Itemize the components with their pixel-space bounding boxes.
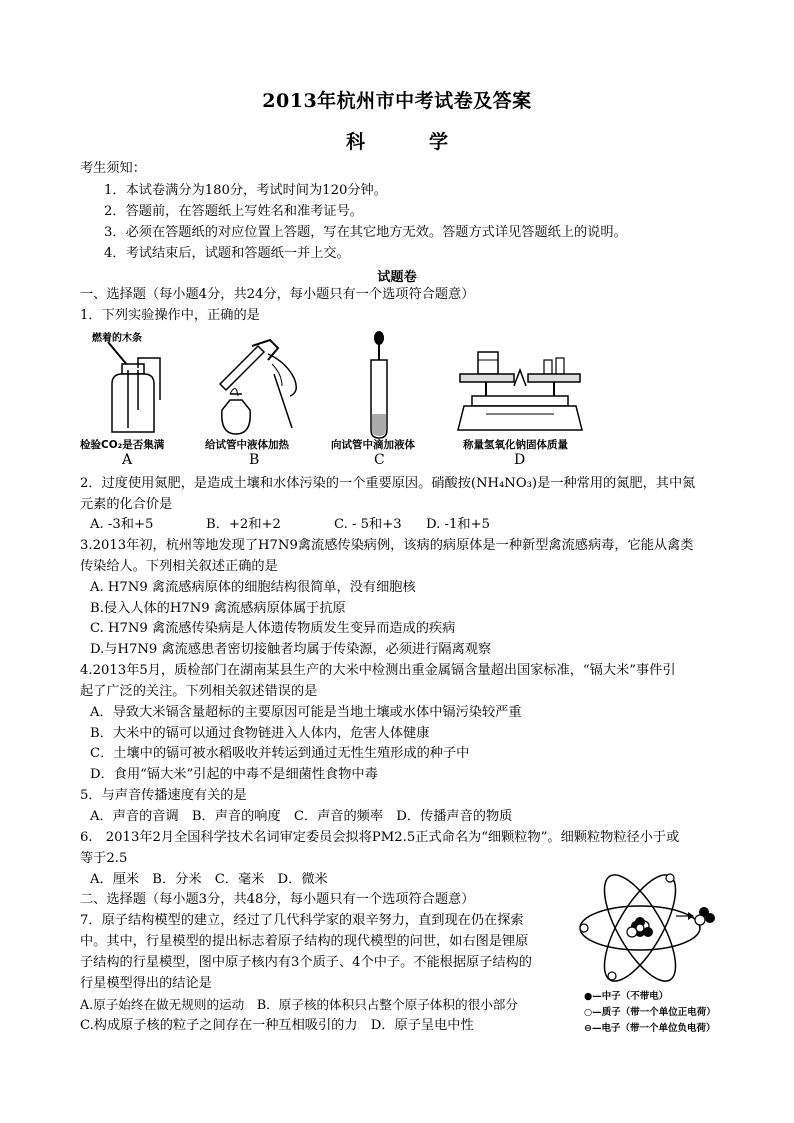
subject-char-2: 学 bbox=[429, 131, 449, 153]
q7-options-ab: A.原子始终在做无规则的运动 B．原子核的体积只占整个原子体积的很小部分 bbox=[80, 997, 518, 1012]
q2-options bbox=[90, 516, 490, 534]
q2-option-c: C. - 5和+3 bbox=[334, 517, 402, 532]
q5-options: A．声音的音调 B．声音的响度 C．声音的频率 D．传播声音的物质 bbox=[90, 809, 513, 824]
q7-stem-line-3: 子结构的行星模型，图中原子核内有3个质子、4个中子。不能根据原子结构的 bbox=[80, 955, 532, 970]
q7-stem-line-1: 7．原子结构模型的建立，经过了几代科学家的艰辛努力，直到现在仍在探索 bbox=[80, 913, 524, 928]
q4-stem-line-1: 4.2013年5月，质检部门在湖南某县生产的大米中检测出重金属镉含量超出国家标准，“镉大米”事件引 bbox=[80, 663, 676, 678]
legend-electron: ⊖—电子（带一个单位负电荷） bbox=[584, 1023, 716, 1034]
figure-c-letter: C bbox=[374, 452, 385, 468]
legend-proton: ○—质子（带一个单位正电荷） bbox=[584, 1007, 716, 1018]
q3-stem-line-1: 3.2013年初，杭州等地发现了H7N9禽流感传染病例，该病的病原体是一种新型禽流感病毒，它能从禽类 bbox=[80, 538, 694, 553]
q3-option-c: C. H7N9 禽流感传染病是人体遗传物质发生变异而造成的疾病 bbox=[90, 621, 456, 636]
figure-c-caption: 向试管中滴加液体 bbox=[331, 439, 415, 451]
section-2-heading: 二、选择题（每小题3分，共48分，每小题只有一个选项符合题意） bbox=[80, 892, 475, 907]
q6-stem-line-1: 6. 2013年2月全国科学技术名词审定委员会拟将PM2.5正式命名为“细颗粒物”。细颗粒物粒径小于或 bbox=[80, 830, 680, 845]
q4-option-d: D．食用“镉大米”引起的中毒不是细菌性食物中毒 bbox=[90, 767, 378, 782]
legend-neutron: ●—中子（不带电） bbox=[584, 991, 669, 1002]
figure-d-balance-icon bbox=[456, 350, 584, 436]
q2-option-a: A. -3和+5 bbox=[90, 517, 154, 532]
q1-label-burning-stick: 燃着的木条 bbox=[92, 333, 142, 344]
lithium-atom-model-icon bbox=[576, 872, 716, 984]
q7-stem-line-4: 行星模型得出的结论是 bbox=[80, 976, 212, 991]
subject-char-1: 科 bbox=[345, 131, 365, 153]
q4-stem-line-2: 起了广泛的关注。下列相关叙述错误的是 bbox=[80, 684, 318, 699]
q3-option-d: D.与H7N9 禽流感患者密切接触者均属于传染源，必须进行隔离观察 bbox=[90, 642, 492, 657]
q7-options-cd: C.构成原子核的粒子之间存在一种互相吸引的力 D．原子呈电中性 bbox=[80, 1018, 474, 1033]
q4-option-c: C．土壤中的镉可被水稻吸收并转运到通过无性生殖形成的种子中 bbox=[90, 746, 470, 761]
q4-option-b: B．大米中的镉可以通过食物链进入人体内，危害人体健康 bbox=[90, 726, 430, 741]
q1-stem: 1．下列实验操作中，正确的是 bbox=[80, 308, 260, 323]
q7-stem-line-2: 中。其中，行星模型的提出标志着原子结构的现代模型的问世，如右图是锂原 bbox=[80, 934, 529, 949]
figure-c-dropper-tube-icon bbox=[366, 330, 392, 440]
q2-stem-line-2: 元素的化合价是 bbox=[80, 497, 173, 512]
q3-option-b: B.侵入人体的H7N9 禽流感病原体属于抗原 bbox=[90, 601, 346, 616]
page-title: 2013年杭州市中考试卷及答案 bbox=[262, 90, 532, 112]
q2-option-b: B．+2和+2 bbox=[206, 517, 281, 532]
notice-item: 4．考试结束后，试题和答题纸一并上交。 bbox=[104, 246, 350, 261]
figure-d-letter: D bbox=[514, 452, 526, 468]
q3-stem-line-2: 传染给人。下列相关叙述正确的是 bbox=[80, 559, 278, 574]
figure-a-caption: 检验CO₂是否集满 bbox=[80, 439, 165, 451]
q6-stem-line-2: 等于2.5 bbox=[80, 851, 128, 866]
subject-title bbox=[0, 127, 794, 154]
figure-a-gas-bottle-icon bbox=[98, 340, 168, 438]
figure-b-heating-tube-icon bbox=[212, 334, 304, 438]
notice-heading: 考生须知： bbox=[80, 161, 146, 176]
q5-stem: 5．与声音传播速度有关的是 bbox=[80, 788, 247, 803]
q2-option-d: D. -1和+5 bbox=[426, 517, 490, 532]
notice-item: 3．必须在答题纸的对应位置上答题，写在其它地方无效。答题方式详见答题纸上的说明。 bbox=[104, 225, 627, 240]
q6-options: A．厘米 B．分米 C．毫米 D．微米 bbox=[90, 872, 328, 887]
q2-stem-line-1: 2．过度使用氮肥，是造成土壤和水体污染的一个重要原因。硝酸按(NH₄NO₃)是一种常用的氮肥，其中氮 bbox=[80, 476, 696, 491]
section-1-heading: 一、选择题（每小题4分，共24分，每小题只有一个选项符合题意） bbox=[80, 287, 475, 302]
figure-b-letter: B bbox=[249, 452, 260, 468]
notice-item: 2．答题前，在答题纸上写姓名和准考证号。 bbox=[104, 204, 363, 219]
figure-d-caption: 称量氢氧化钠固体质量 bbox=[463, 439, 568, 451]
q3-option-a: A. H7N9 禽流感病原体的细胞结构很简单，没有细胞核 bbox=[90, 580, 416, 595]
paper-label: 试题卷 bbox=[377, 270, 417, 285]
figure-a-letter: A bbox=[122, 452, 133, 468]
q4-option-a: A．导致大米镉含量超标的主要原因可能是当地土壤或水体中镉污染较严重 bbox=[90, 705, 522, 720]
notice-item: 1．本试卷满分为180分，考试时间为120分钟。 bbox=[104, 183, 387, 198]
figure-b-caption: 给试管中液体加热 bbox=[205, 439, 289, 451]
